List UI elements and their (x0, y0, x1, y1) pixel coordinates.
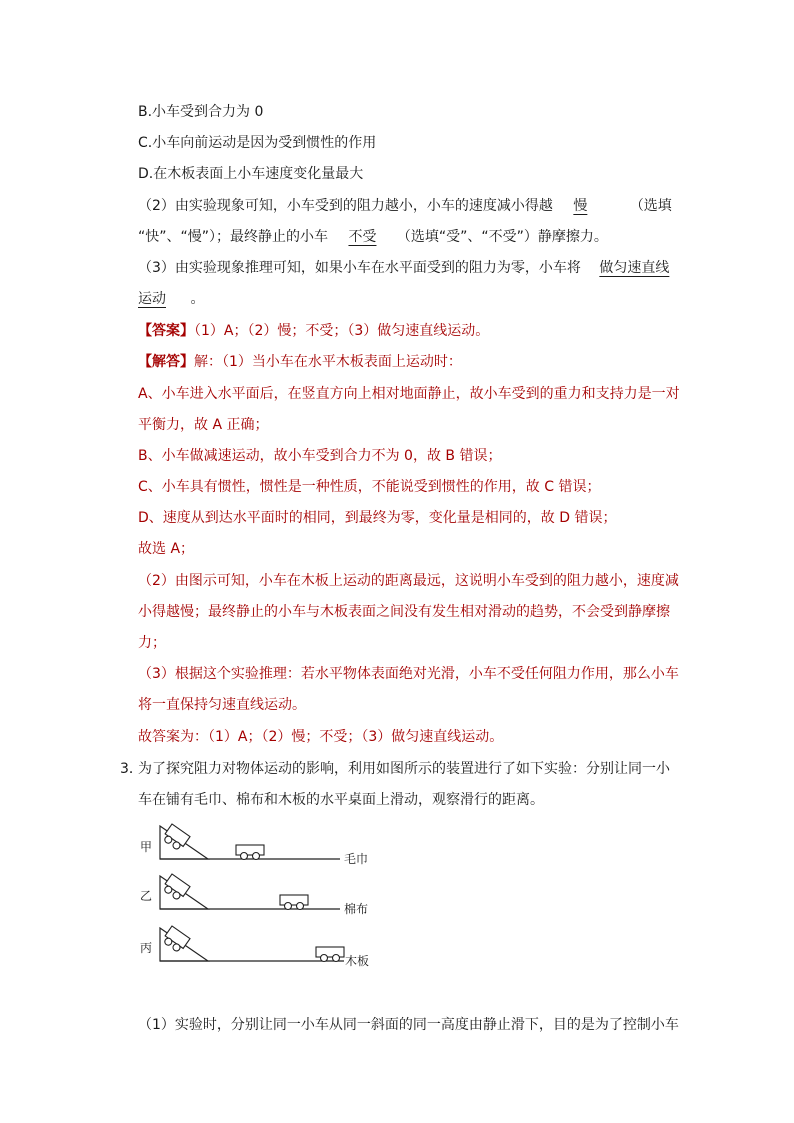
figure-row-2 (140, 874, 368, 916)
answer-tag: 【答案】 (138, 323, 194, 339)
answer-line (138, 321, 489, 341)
analysis-p3b: 将一直保持匀速直线运动。 (138, 697, 306, 713)
surface-label-3: 木板 (345, 954, 370, 968)
surface-label-1: 毛巾 (344, 852, 369, 866)
analysis-choose: 故选 A； (138, 541, 195, 557)
analysis-intro: 解：（1）当小车在水平木板表面上运动时： (194, 354, 462, 370)
q3-blank2: 运动 (138, 291, 166, 307)
analysis-c: C、小车具有惯性，惯性是一种性质，不能说受到惯性的作用，故 C 错误； (138, 479, 601, 495)
q3-text1: （3）由实验现象推理可知，如果小车在水平面受到的阻力为零，小车将 (138, 260, 581, 276)
problem-number: 3． (120, 761, 143, 777)
problem3-line1: 为了探究阻力对物体运动的影响，利用如图所示的装置进行了如下实验：分别让同一小 (138, 761, 670, 777)
cart-on-ramp-2 (161, 874, 190, 902)
analysis-tag: 【解答】 (138, 354, 194, 370)
q2-blank1: 慢 (573, 198, 588, 214)
analysis-a1: A、小车进入水平面后，在竖直方向上相对地面静止，故小车受到的重力和支持力是一对 (138, 386, 680, 402)
row-label-1: 甲 (140, 840, 153, 854)
analysis-d: D、速度从到达水平面时的相同，到最终为零，变化量是相同的，故 D 错误； (138, 510, 617, 526)
cart-on-ramp-1 (161, 824, 190, 852)
figure-row-1 (140, 824, 368, 866)
q3-blank1: 做匀速直线 (599, 260, 670, 276)
surface-label-2: 棉布 (344, 902, 369, 916)
cart-on-surface-1 (236, 845, 264, 860)
q3-period: 。 (190, 291, 205, 307)
q2-blank2: 不受 (348, 229, 377, 245)
option-d: D.在木板表面上小车速度变化量最大 (138, 166, 364, 182)
analysis-p3a: （3）根据这个实验推理：若水平物体表面绝对光滑，小车不受任何阻力作用，那么小车 (138, 666, 679, 682)
row-label-3: 丙 (140, 941, 153, 955)
q2-line2 (138, 227, 608, 247)
analysis-intro-line (138, 352, 462, 372)
q2-text4: （选填“受”、“不受”）静摩擦力。 (396, 229, 608, 245)
cart-on-surface-2 (280, 895, 308, 910)
analysis-final: 故答案为：（1）A；（2）慢；不受；（3）做匀速直线运动。 (138, 729, 504, 745)
analysis-b: B、小车做减速运动，故小车受到合力不为 0，故 B 错误； (138, 448, 502, 464)
experiment-figure (138, 820, 398, 970)
cart-on-surface-3 (316, 947, 344, 962)
q3-line2 (138, 289, 204, 309)
figure-row-3 (140, 926, 369, 968)
q2-line1 (138, 196, 672, 216)
problem3-sub1: （1）实验时，分别让同一小车从同一斜面的同一高度由静止滑下，目的是为了控制小车 (138, 1017, 679, 1033)
analysis-a2: 平衡力，故 A 正确； (138, 417, 269, 433)
option-b: B.小车受到合力为 0 (138, 104, 264, 120)
cart-on-ramp-3 (161, 926, 190, 954)
row-label-2: 乙 (140, 889, 153, 903)
q2-text2: （选填 (629, 198, 672, 214)
answer-text: （1）A；（2）慢；不受；（3）做匀速直线运动。 (194, 323, 490, 339)
q2-text1: （2）由实验现象可知，小车受到的阻力越小，小车的速度减小得越 (138, 198, 553, 214)
q3-line1 (138, 258, 675, 278)
analysis-p2b: 小得越慢；最终静止的小车与木板表面之间没有发生相对滑动的趋势，不会受到静摩擦 (138, 604, 670, 620)
option-c: C.小车向前运动是因为受到惯性的作用 (138, 135, 377, 151)
analysis-p2a: （2）由图示可知，小车在木板上运动的距离最远，这说明小车受到的阻力越小，速度减 (138, 573, 679, 589)
problem3-line2: 车在铺有毛巾、棉布和木板的水平桌面上滑动，观察滑行的距离。 (138, 792, 544, 808)
q2-text3: “快”、“慢”）；最终静止的小车 (138, 229, 329, 245)
analysis-p2c: 力； (138, 635, 166, 651)
